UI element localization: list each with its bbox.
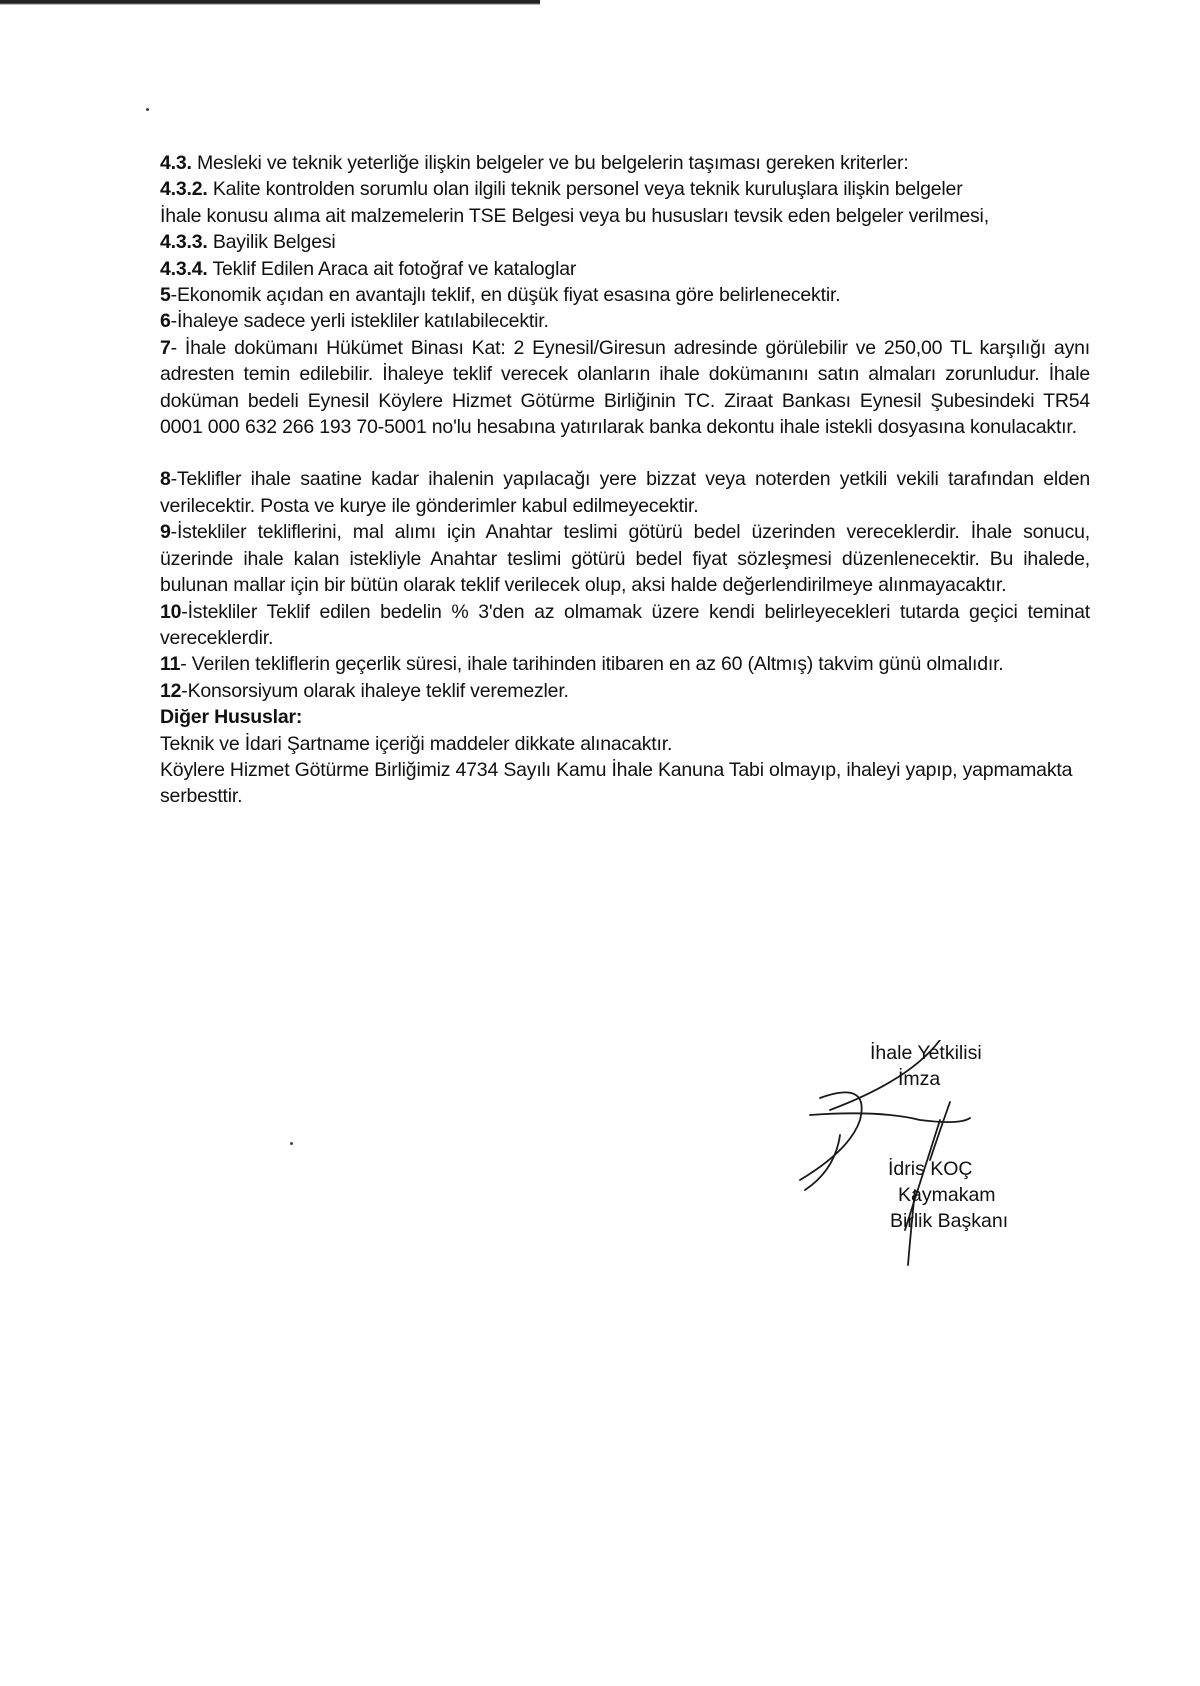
scan-edge-mark <box>0 0 540 5</box>
item-number: 6 <box>160 310 171 333</box>
item-number: 4.3.3. <box>160 231 208 254</box>
document-body <box>160 150 1090 810</box>
item-number: 11 <box>160 653 181 676</box>
item-7 <box>160 335 1090 441</box>
item-number: 5 <box>160 284 171 307</box>
signatory-name: İdris KOÇ <box>888 1158 973 1180</box>
scan-speck <box>290 1142 293 1145</box>
signatory-title: Kaymakam <box>898 1184 996 1206</box>
signatory-role: Birlik Başkanı <box>890 1210 1009 1232</box>
item-8 <box>160 466 1090 519</box>
item-number: 9 <box>160 521 171 544</box>
other-matters-heading <box>160 704 1090 730</box>
section-4-3-4 <box>160 256 1090 282</box>
scan-speck <box>146 108 149 111</box>
item-text: Teklif Edilen Araca ait fotoğraf ve kataloglar <box>212 257 577 280</box>
item-text: -Teklifler ihale saatine kadar ihalenin yapılacağı yere bizzat veya noterden yetkili vekili tarafından elden verilecektir. Posta ve kurye ile gönderimler kabul edilmeyecektir. <box>160 468 1090 517</box>
item-text: -Konsorsiyum olarak ihaleye teklif veremezler. <box>181 679 569 702</box>
item-number: 4.3.4. <box>160 257 208 280</box>
item-number: 12 <box>160 679 182 702</box>
item-text: -İhaleye sadece yerli istekliler katılabilecektir. <box>170 310 549 333</box>
item-text: -Ekonomik açıdan en avantajlı teklif, en düşük fiyat esasına göre belirlenecektir. <box>170 284 841 307</box>
section-4-3 <box>160 150 1090 176</box>
item-text: - Verilen tekliflerin geçerlik süresi, ihale tarihinden itibaren en az 60 (Altmış) takvim günü olmalıdır. <box>180 653 1004 676</box>
item-12 <box>160 678 1090 704</box>
other-matters-1: Teknik ve İdari Şartname içeriği maddeler dikkate alınacaktır. <box>160 732 673 755</box>
item-5 <box>160 282 1090 308</box>
section-4-3-2 <box>160 176 1090 202</box>
paragraph-gap <box>160 440 1090 466</box>
section-heading: Diğer Hususlar: <box>160 706 303 729</box>
signature-stroke <box>800 1092 862 1180</box>
authority-label: İhale Yetkilisi <box>870 1042 982 1064</box>
signature-stroke <box>805 1135 840 1190</box>
tse-requirement: İhale konusu alıma ait malzemelerin TSE Belgesi veya bu hususları tevsik eden belgeler verilmesi, <box>160 204 989 227</box>
item-number: 4.3.2. <box>160 178 208 201</box>
sign-label: İmza <box>898 1068 941 1090</box>
item-number: 7 <box>160 336 171 359</box>
item-9 <box>160 519 1090 598</box>
item-text: Kalite kontrolden sorumlu olan ilgili teknik personel veya teknik kuruluşlara ilişkin belgeler <box>212 178 963 201</box>
item-number: 8 <box>160 468 171 491</box>
other-matters-2: Köylere Hizmet Götürme Birliğimiz 4734 Sayılı Kamu İhale Kanuna Tabi olmayıp, ihaleyi yapıp, yapmamakta serbesttir. <box>160 758 1073 808</box>
item-text: Mesleki ve teknik yeterliğe ilişkin belgeler ve bu belgelerin taşıması gereken kriterler: <box>196 152 909 174</box>
item-text: - İhale dokümanı Hükümet Binası Kat: 2 Eynesil/Giresun adresinde görülebilir ve 250,00 TL karşılığı aynı adresten temin edilebilir. İhaleye teklif verecek olanların ihale dokümanını satın almaları zorunludur. İhale doküman bedeli Eynesil Köylere Hizmet Götürme Birliğinin TC. Ziraat Bankası Eynesil Şubesindeki TR54 0001 000 632 266 193 70-5001 no'lu hesabına yatırılarak banka dekontu ihale istekli dosyasına konulacaktır. <box>160 336 1090 439</box>
section-4-3-3 <box>160 229 1090 255</box>
item-number: 4.3. <box>160 152 192 174</box>
signature-stroke <box>930 1102 950 1160</box>
item-text: -İstekliler tekliflerini, mal alımı için Anahtar teslimi götürü bedel üzerinden vereceklerdir. İhale sonucu, üzerinde ihale kalan istekliyle Anahtar teslimi götürü bedel fiyat sözleşmesi düzenlenecektir. Bu ihalede, bulunan mallar için bir bütün olarak teklif verilecek olup, aksi halde değerlendirilmeye alınmayacaktır. <box>160 521 1090 597</box>
item-text: Bayilik Belgesi <box>212 231 336 254</box>
item-11 <box>160 651 1090 677</box>
item-10 <box>160 599 1090 652</box>
item-text: -İstekliler Teklif edilen bedelin % 3'den az olmamak üzere kendi belirleyecekleri tutarda geçici teminat vereceklerdir. <box>160 600 1090 649</box>
item-6 <box>160 308 1090 334</box>
item-number: 10 <box>160 600 182 623</box>
